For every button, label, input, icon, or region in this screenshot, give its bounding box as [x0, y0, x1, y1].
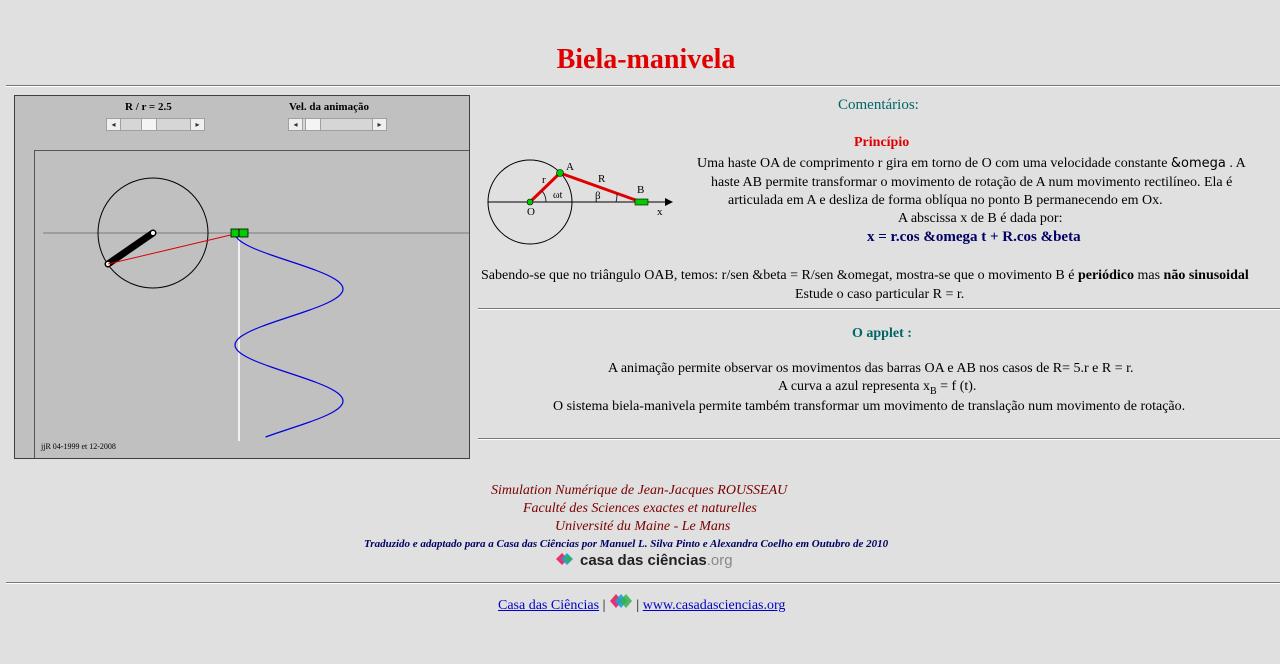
applet-panel[interactable]: [14, 95, 470, 459]
casa-logo-text: [580, 552, 733, 569]
applet-line-2-pre: A curva a azul representa x: [778, 379, 930, 394]
ratio-scroll-thumb[interactable]: [141, 119, 157, 130]
diagram-angle-wt: [542, 191, 546, 202]
speed-increase-arrow-icon[interactable]: ▸: [372, 119, 386, 130]
applet-line-3: O sistema biela-manivela permite também transformar um movimento de translação num movimento de rotação.: [553, 399, 1186, 414]
applet-heading: O applet :: [852, 326, 912, 341]
diagram-label-x: x: [657, 206, 663, 218]
xb-curve: [235, 233, 343, 437]
diagram-label-o: O: [527, 206, 535, 218]
particular-case: Estude o caso particular R = r.: [795, 287, 965, 302]
simulation-drawing: [35, 151, 470, 459]
crank-diagram: [484, 152, 674, 248]
principle-text-1: Uma haste OA de comprimento r gira em torno de O com uma velocidade constante: [697, 156, 1171, 171]
simulation-canvas[interactable]: [34, 150, 470, 459]
casa-logo-org: .org: [706, 552, 733, 569]
omega-symbol: &omega: [1170, 156, 1226, 171]
triangle-text: [481, 266, 1249, 285]
separator-1: |: [602, 598, 606, 613]
principle-line-1: [697, 154, 1246, 173]
diagram-label-a: A: [566, 161, 574, 173]
casa-das-ciencias-link[interactable]: Casa das Ciências: [498, 598, 600, 613]
footer-line-3: Université du Maine - Le Mans: [555, 519, 731, 534]
formula: x = r.cos &omega t + R.cos &beta: [867, 229, 1081, 245]
ratio-decrease-arrow-icon[interactable]: ◂: [107, 119, 121, 130]
principle-line-3: articulada em A e desliza de forma oblíqua no ponto B permanecendo em Ox.: [728, 193, 1163, 208]
bottom-divider: [6, 582, 1280, 584]
speed-scroll-thumb[interactable]: [305, 119, 321, 130]
crank-bar: [108, 233, 153, 264]
diagram-label-big-r: R: [598, 173, 606, 185]
page-title: Biela-manivela: [556, 44, 736, 75]
diagram-slider-b: [635, 199, 648, 205]
applet-line-2-post: = f (t).: [936, 379, 977, 394]
periodic-word: periódico: [1077, 268, 1134, 283]
not-sinusoidal-word: não sinusoidal: [1163, 268, 1249, 283]
principle-line-2: haste AB permite transformar o movimento de rotação de A num movimento rectilíneo. Ela é: [711, 175, 1233, 190]
mas-word: mas: [1133, 268, 1164, 283]
diagram-point-o: [527, 199, 533, 205]
casadasciencias-url-link[interactable]: www.casadasciencias.org: [642, 598, 786, 613]
triangle-text-main: Sabendo-se que no triângulo OAB, temos: r/sen &beta = R/sen &omegat, mostra-se que o movimento B é: [481, 268, 1078, 283]
footer-line-1: Simulation Numérique de Jean-Jacques ROUSSEAU: [491, 483, 788, 498]
diagram-label-r: r: [542, 174, 546, 186]
diagram-label-beta: β: [595, 190, 601, 202]
principle-heading: Princípio: [854, 135, 910, 150]
footer-line-4: Traduzido e adaptado para a Casa das Ciências por Manuel L. Silva Pinto e Alexandra Coelho em Outubro de 2010: [364, 538, 889, 550]
diagram-label-wt: ωt: [553, 190, 563, 201]
casa-logo-icon: [556, 551, 576, 567]
diagram-point-a: [557, 170, 564, 177]
casa-logo-main: casa das ciências: [580, 552, 707, 569]
principle-text-1-tail: . A: [1225, 156, 1246, 171]
ratio-increase-arrow-icon[interactable]: ▸: [190, 119, 204, 130]
ratio-scrollbar[interactable]: [106, 118, 205, 131]
applet-line-2-sub: B: [929, 385, 937, 397]
top-divider: [6, 85, 1280, 87]
casa-small-logo-icon[interactable]: [609, 592, 633, 610]
pivot-o: [151, 231, 155, 235]
casa-logo[interactable]: [556, 551, 733, 570]
ratio-label: R / r = 2.5: [125, 101, 172, 113]
comments-divider-1: [478, 308, 1280, 310]
speed-decrease-arrow-icon[interactable]: ◂: [289, 119, 303, 130]
comments-divider-2: [478, 438, 1280, 440]
diagram-axis-arrow-icon: [665, 198, 673, 206]
footer-links: [498, 592, 785, 614]
speed-label: Vel. da animação: [289, 101, 369, 113]
applet-credit: jjR 04-1999 et 12-2008: [41, 442, 116, 451]
separator-2: |: [636, 598, 640, 613]
diagram-angle-beta: [616, 194, 617, 202]
principle-line-4: A abscissa x de B é dada por:: [898, 211, 1063, 226]
footer-line-2: Faculté des Sciences exactes et naturelles: [523, 501, 757, 516]
applet-line-1: A animação permite observar os movimentos das barras OA e AB nos casos de R= 5.r e R = r.: [608, 361, 1134, 376]
diagram-label-b: B: [637, 184, 645, 196]
speed-scrollbar[interactable]: [288, 118, 387, 131]
comments-heading: Comentários:: [838, 97, 919, 113]
